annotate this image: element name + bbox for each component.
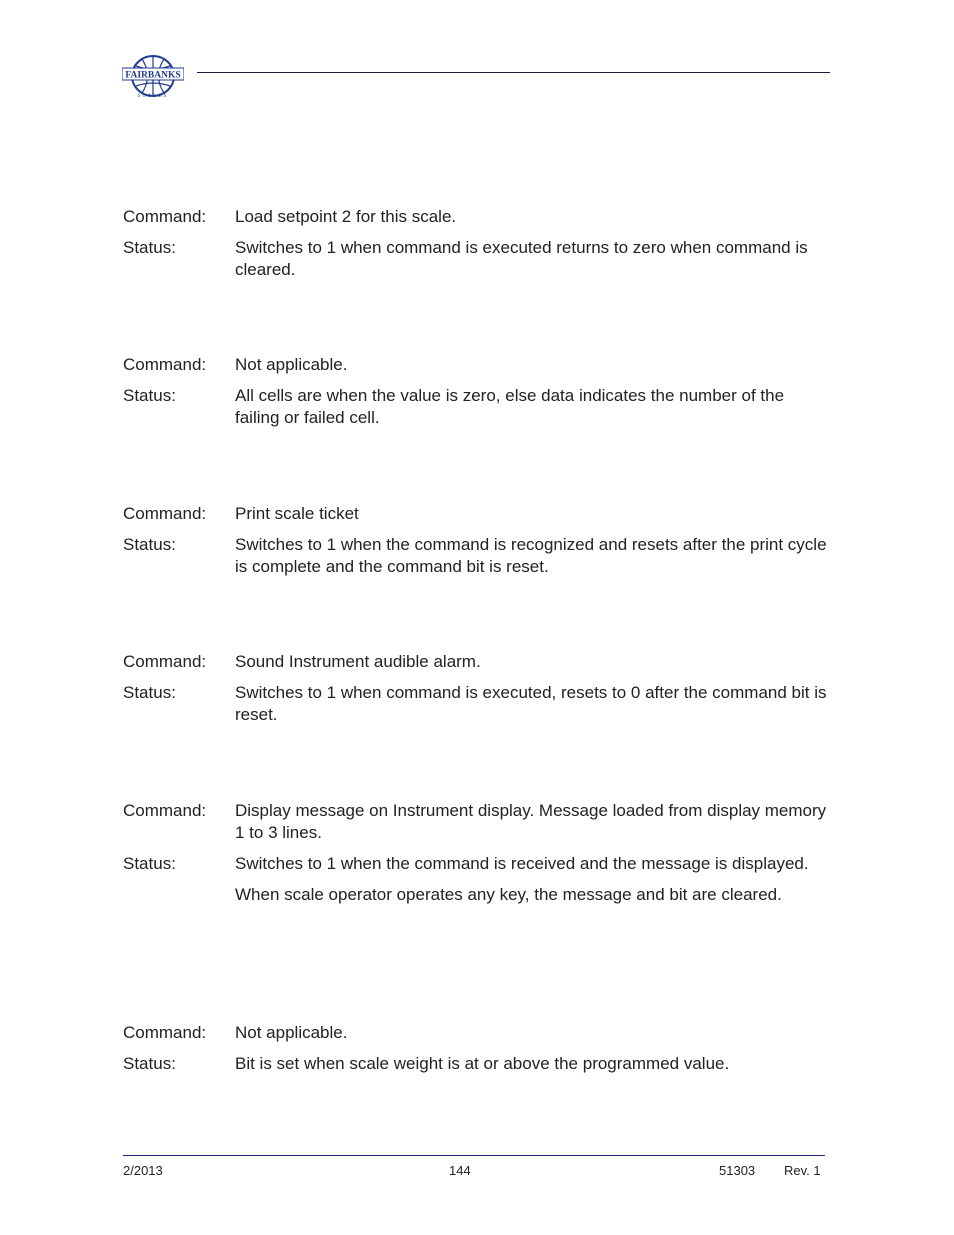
- footer-revision: Rev. 1: [784, 1163, 821, 1178]
- status-row: [123, 682, 828, 726]
- status-text: Switches to 1 when command is executed returns to zero when command is cleared.: [235, 238, 808, 279]
- status-label: Status:: [123, 238, 176, 257]
- command-text: Not applicable.: [235, 1023, 348, 1042]
- status-label: Status:: [123, 386, 176, 405]
- status-row: [123, 534, 828, 578]
- status-note-row: [123, 884, 828, 906]
- status-row: [123, 237, 828, 281]
- command-text: Not applicable.: [235, 355, 348, 374]
- command-text: Display message on Instrument display. Message loaded from display memory 1 to 3 lines.: [235, 801, 827, 842]
- status-label: Status:: [123, 683, 176, 702]
- status-label: Status:: [123, 854, 176, 873]
- status-text: All cells are when the value is zero, else data indicates the number of the failing or failed cell.: [235, 386, 785, 427]
- command-row: [123, 503, 828, 525]
- status-label: Status:: [123, 1054, 176, 1073]
- command-label: Command:: [123, 801, 207, 820]
- status-row: [123, 1053, 828, 1075]
- command-label: Command:: [123, 355, 207, 374]
- footer-page-number: 144: [449, 1163, 471, 1178]
- section-setpoint-2: [123, 206, 828, 281]
- command-label: Command:: [123, 207, 207, 226]
- status-text: Bit is set when scale weight is at or above the programmed value.: [235, 1054, 730, 1073]
- command-row: [123, 651, 828, 673]
- svg-text:FAIRBANKS: FAIRBANKS: [125, 70, 181, 81]
- command-text: Sound Instrument audible alarm.: [235, 652, 481, 671]
- status-note: When scale operator operates any key, the message and bit are cleared.: [235, 885, 782, 904]
- section-print-ticket: [123, 503, 828, 578]
- status-text: Switches to 1 when the command is recognized and resets after the print cycle is complete and the command bit is reset.: [235, 535, 827, 576]
- command-row: [123, 354, 828, 376]
- status-text: Switches to 1 when the command is received and the message is displayed.: [235, 854, 809, 873]
- command-row: [123, 800, 828, 844]
- header-rule: [197, 72, 830, 73]
- command-row: [123, 1022, 828, 1044]
- status-text: Switches to 1 when command is executed, resets to 0 after the command bit is reset.: [235, 683, 827, 724]
- fairbanks-logo: [122, 54, 184, 98]
- command-text: Load setpoint 2 for this scale.: [235, 207, 457, 226]
- svg-text:SCALES: SCALES: [137, 94, 169, 98]
- command-label: Command:: [123, 1023, 207, 1042]
- footer-date: 2/2013: [123, 1163, 163, 1178]
- status-row: [123, 853, 828, 875]
- status-row: [123, 385, 828, 429]
- command-row: [123, 206, 828, 228]
- status-label: Status:: [123, 535, 176, 554]
- footer-doc-number: 51303: [719, 1163, 756, 1178]
- section-audible-alarm: [123, 651, 828, 726]
- section-setpoint-status: [123, 1022, 828, 1075]
- footer-rule: [123, 1155, 825, 1156]
- command-text: Print scale ticket: [235, 504, 359, 523]
- command-label: Command:: [123, 504, 207, 523]
- section-failed-cell: [123, 354, 828, 429]
- section-display-message: [123, 800, 828, 906]
- command-label: Command:: [123, 652, 207, 671]
